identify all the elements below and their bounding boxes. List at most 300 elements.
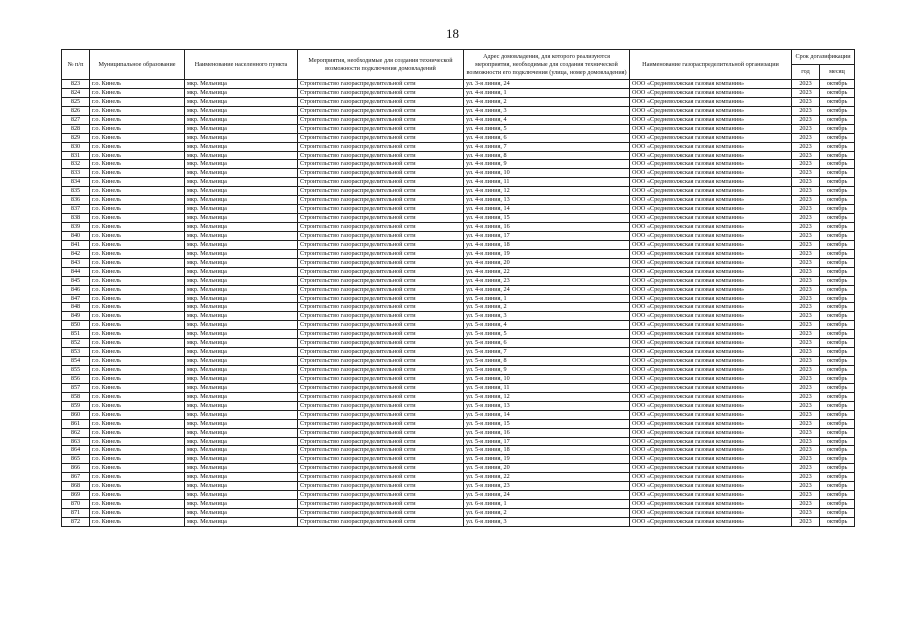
row-num: 862 (62, 428, 90, 437)
settlement-cell: мкр. Мельница (185, 509, 298, 518)
gas-org-cell: ООО «Средневолжская газовая компания» (630, 482, 792, 491)
month-cell: октябрь (820, 205, 855, 214)
municipality-cell: г.о. Кинель (90, 339, 185, 348)
table-row (62, 231, 855, 240)
row-num: 865 (62, 455, 90, 464)
header-municipality: Муниципальное образование (90, 50, 185, 80)
row-num: 863 (62, 437, 90, 446)
settlement-cell: мкр. Мельница (185, 455, 298, 464)
table-row (62, 115, 855, 124)
municipality-cell: г.о. Кинель (90, 428, 185, 437)
municipality-cell: г.о. Кинель (90, 178, 185, 187)
measure-cell: Строительство газораспределительной сети (298, 392, 464, 401)
year-cell: 2023 (792, 106, 820, 115)
gas-org-cell: ООО «Средневолжская газовая компания» (630, 473, 792, 482)
year-cell: 2023 (792, 196, 820, 205)
measure-cell: Строительство газораспределительной сети (298, 330, 464, 339)
year-cell: 2023 (792, 410, 820, 419)
address-cell: ул. 4-я линия, 8 (464, 151, 630, 160)
municipality-cell: г.о. Кинель (90, 249, 185, 258)
address-cell: ул. 5-я линия, 13 (464, 401, 630, 410)
table-row (62, 419, 855, 428)
gas-org-cell: ООО «Средневолжская газовая компания» (630, 348, 792, 357)
year-cell: 2023 (792, 231, 820, 240)
month-cell: октябрь (820, 178, 855, 187)
month-cell: октябрь (820, 142, 855, 151)
settlement-cell: мкр. Мельница (185, 88, 298, 97)
municipality-cell: г.о. Кинель (90, 419, 185, 428)
gasification-table (61, 49, 855, 527)
year-cell: 2023 (792, 88, 820, 97)
address-cell: ул. 5-я линия, 5 (464, 330, 630, 339)
municipality-cell: г.о. Кинель (90, 330, 185, 339)
address-cell: ул. 4-я линия, 9 (464, 160, 630, 169)
gas-org-cell: ООО «Средневолжская газовая компания» (630, 133, 792, 142)
gas-org-cell: ООО «Средневолжская газовая компания» (630, 339, 792, 348)
month-cell: октябрь (820, 383, 855, 392)
year-cell: 2023 (792, 169, 820, 178)
year-cell: 2023 (792, 214, 820, 223)
year-cell: 2023 (792, 133, 820, 142)
year-cell: 2023 (792, 383, 820, 392)
municipality-cell: г.о. Кинель (90, 231, 185, 240)
table-row (62, 348, 855, 357)
address-cell: ул. 4-я линия, 12 (464, 187, 630, 196)
address-cell: ул. 4-я линия, 13 (464, 196, 630, 205)
address-cell: ул. 5-я линия, 23 (464, 482, 630, 491)
address-cell: ул. 4-я линия, 4 (464, 115, 630, 124)
table-row (62, 294, 855, 303)
month-cell: октябрь (820, 80, 855, 89)
municipality-cell: г.о. Кинель (90, 357, 185, 366)
measure-cell: Строительство газораспределительной сети (298, 88, 464, 97)
table-row (62, 464, 855, 473)
settlement-cell: мкр. Мельница (185, 294, 298, 303)
year-cell: 2023 (792, 446, 820, 455)
settlement-cell: мкр. Мельница (185, 285, 298, 294)
settlement-cell: мкр. Мельница (185, 339, 298, 348)
row-num: 826 (62, 106, 90, 115)
table-row (62, 205, 855, 214)
measure-cell: Строительство газораспределительной сети (298, 383, 464, 392)
table-row (62, 339, 855, 348)
address-cell: ул. 5-я линия, 14 (464, 410, 630, 419)
month-cell: октябрь (820, 348, 855, 357)
measure-cell: Строительство газораспределительной сети (298, 249, 464, 258)
table-row (62, 160, 855, 169)
address-cell: ул. 4-я линия, 3 (464, 106, 630, 115)
municipality-cell: г.о. Кинель (90, 187, 185, 196)
gas-org-cell: ООО «Средневолжская газовая компания» (630, 437, 792, 446)
year-cell: 2023 (792, 392, 820, 401)
address-cell: ул. 5-я линия, 19 (464, 455, 630, 464)
settlement-cell: мкр. Мельница (185, 410, 298, 419)
measure-cell: Строительство газораспределительной сети (298, 473, 464, 482)
measure-cell: Строительство газораспределительной сети (298, 321, 464, 330)
gas-org-cell: ООО «Средневолжская газовая компания» (630, 374, 792, 383)
settlement-cell: мкр. Мельница (185, 401, 298, 410)
row-num: 835 (62, 187, 90, 196)
measure-cell: Строительство газораспределительной сети (298, 500, 464, 509)
row-num: 857 (62, 383, 90, 392)
month-cell: октябрь (820, 500, 855, 509)
table-row (62, 196, 855, 205)
address-cell: ул. 4-я линия, 6 (464, 133, 630, 142)
table-row (62, 97, 855, 106)
gas-org-cell: ООО «Средневолжская газовая компания» (630, 401, 792, 410)
table-row (62, 437, 855, 446)
year-cell: 2023 (792, 115, 820, 124)
row-num: 861 (62, 419, 90, 428)
gas-org-cell: ООО «Средневолжская газовая компания» (630, 97, 792, 106)
year-cell: 2023 (792, 339, 820, 348)
municipality-cell: г.о. Кинель (90, 321, 185, 330)
row-num: 837 (62, 205, 90, 214)
gas-org-cell: ООО «Средневолжская газовая компания» (630, 187, 792, 196)
row-num: 850 (62, 321, 90, 330)
measure-cell: Строительство газораспределительной сети (298, 214, 464, 223)
year-cell: 2023 (792, 312, 820, 321)
month-cell: октябрь (820, 133, 855, 142)
measure-cell: Строительство газораспределительной сети (298, 169, 464, 178)
municipality-cell: г.о. Кинель (90, 142, 185, 151)
month-cell: октябрь (820, 231, 855, 240)
year-cell: 2023 (792, 348, 820, 357)
table-row (62, 214, 855, 223)
month-cell: октябрь (820, 294, 855, 303)
municipality-cell: г.о. Кинель (90, 124, 185, 133)
table-row (62, 509, 855, 518)
address-cell: ул. 4-я линия, 14 (464, 205, 630, 214)
page-number: 18 (446, 26, 459, 41)
gas-org-cell: ООО «Средневолжская газовая компания» (630, 80, 792, 89)
measure-cell: Строительство газораспределительной сети (298, 223, 464, 232)
municipality-cell: г.о. Кинель (90, 258, 185, 267)
year-cell: 2023 (792, 258, 820, 267)
gas-org-cell: ООО «Средневолжская газовая компания» (630, 491, 792, 500)
month-cell: октябрь (820, 392, 855, 401)
month-cell: октябрь (820, 491, 855, 500)
table-body (62, 80, 855, 527)
address-cell: ул. 4-я линия, 2 (464, 97, 630, 106)
settlement-cell: мкр. Мельница (185, 500, 298, 509)
municipality-cell: г.о. Кинель (90, 276, 185, 285)
municipality-cell: г.о. Кинель (90, 482, 185, 491)
table-row (62, 240, 855, 249)
year-cell: 2023 (792, 374, 820, 383)
measure-cell: Строительство газораспределительной сети (298, 133, 464, 142)
row-num: 839 (62, 223, 90, 232)
address-cell: ул. 4-я линия, 23 (464, 276, 630, 285)
municipality-cell: г.о. Кинель (90, 151, 185, 160)
gas-org-cell: ООО «Средневолжская газовая компания» (630, 383, 792, 392)
year-cell: 2023 (792, 124, 820, 133)
year-cell: 2023 (792, 428, 820, 437)
table-row (62, 88, 855, 97)
municipality-cell: г.о. Кинель (90, 97, 185, 106)
settlement-cell: мкр. Мельница (185, 446, 298, 455)
gas-org-cell: ООО «Средневолжская газовая компания» (630, 312, 792, 321)
table-row (62, 178, 855, 187)
gas-org-cell: ООО «Средневолжская газовая компания» (630, 500, 792, 509)
gas-org-cell: ООО «Средневолжская газовая компания» (630, 303, 792, 312)
row-num: 871 (62, 509, 90, 518)
row-num: 840 (62, 231, 90, 240)
measure-cell: Строительство газораспределительной сети (298, 294, 464, 303)
month-cell: октябрь (820, 214, 855, 223)
measure-cell: Строительство газораспределительной сети (298, 187, 464, 196)
municipality-cell: г.о. Кинель (90, 88, 185, 97)
address-cell: ул. 4-я линия, 24 (464, 285, 630, 294)
address-cell: ул. 5-я линия, 18 (464, 446, 630, 455)
measure-cell: Строительство газораспределительной сети (298, 446, 464, 455)
settlement-cell: мкр. Мельница (185, 160, 298, 169)
measure-cell: Строительство газораспределительной сети (298, 178, 464, 187)
month-cell: октябрь (820, 339, 855, 348)
gas-org-cell: ООО «Средневолжская газовая компания» (630, 142, 792, 151)
measure-cell: Строительство газораспределительной сети (298, 517, 464, 526)
settlement-cell: мкр. Мельница (185, 383, 298, 392)
settlement-cell: мкр. Мельница (185, 151, 298, 160)
table-row (62, 473, 855, 482)
address-cell: ул. 4-я линия, 20 (464, 258, 630, 267)
gas-org-cell: ООО «Средневолжская газовая компания» (630, 517, 792, 526)
row-num: 866 (62, 464, 90, 473)
municipality-cell: г.о. Кинель (90, 374, 185, 383)
month-cell: октябрь (820, 169, 855, 178)
settlement-cell: мкр. Мельница (185, 214, 298, 223)
row-num: 870 (62, 500, 90, 509)
municipality-cell: г.о. Кинель (90, 223, 185, 232)
year-cell: 2023 (792, 142, 820, 151)
month-cell: октябрь (820, 401, 855, 410)
month-cell: октябрь (820, 258, 855, 267)
settlement-cell: мкр. Мельница (185, 267, 298, 276)
settlement-cell: мкр. Мельница (185, 249, 298, 258)
row-num: 849 (62, 312, 90, 321)
measure-cell: Строительство газораспределительной сети (298, 160, 464, 169)
settlement-cell: мкр. Мельница (185, 419, 298, 428)
year-cell: 2023 (792, 473, 820, 482)
municipality-cell: г.о. Кинель (90, 214, 185, 223)
row-num: 844 (62, 267, 90, 276)
settlement-cell: мкр. Мельница (185, 124, 298, 133)
month-cell: октябрь (820, 509, 855, 518)
table-row (62, 142, 855, 151)
month-cell: октябрь (820, 240, 855, 249)
month-cell: октябрь (820, 160, 855, 169)
table-row (62, 133, 855, 142)
gas-org-cell: ООО «Средневолжская газовая компания» (630, 240, 792, 249)
measure-cell: Строительство газораспределительной сети (298, 142, 464, 151)
municipality-cell: г.о. Кинель (90, 383, 185, 392)
row-num: 832 (62, 160, 90, 169)
address-cell: ул. 5-я линия, 8 (464, 357, 630, 366)
header-measures: Мероприятия, необходимые для создания технической возможности подключения домовладений (298, 50, 464, 80)
gas-org-cell: ООО «Средневолжская газовая компания» (630, 88, 792, 97)
table-row (62, 151, 855, 160)
gas-org-cell: ООО «Средневолжская газовая компания» (630, 410, 792, 419)
measure-cell: Строительство газораспределительной сети (298, 285, 464, 294)
settlement-cell: мкр. Мельница (185, 357, 298, 366)
table-row (62, 357, 855, 366)
table-row (62, 276, 855, 285)
header-num: № п/п (62, 50, 90, 80)
measure-cell: Строительство газораспределительной сети (298, 115, 464, 124)
month-cell: октябрь (820, 464, 855, 473)
table-row (62, 455, 855, 464)
table-row (62, 517, 855, 526)
row-num: 829 (62, 133, 90, 142)
table-row (62, 124, 855, 133)
municipality-cell: г.о. Кинель (90, 205, 185, 214)
month-cell: октябрь (820, 151, 855, 160)
address-cell: ул. 5-я линия, 22 (464, 473, 630, 482)
month-cell: октябрь (820, 196, 855, 205)
row-num: 824 (62, 88, 90, 97)
row-num: 846 (62, 285, 90, 294)
year-cell: 2023 (792, 401, 820, 410)
address-cell: ул. 6-я линия, 2 (464, 509, 630, 518)
settlement-cell: мкр. Мельница (185, 276, 298, 285)
address-cell: ул. 5-я линия, 1 (464, 294, 630, 303)
settlement-cell: мкр. Мельница (185, 178, 298, 187)
municipality-cell: г.о. Кинель (90, 366, 185, 375)
settlement-cell: мкр. Мельница (185, 97, 298, 106)
gas-org-cell: ООО «Средневолжская газовая компания» (630, 392, 792, 401)
address-cell: ул. 5-я линия, 16 (464, 428, 630, 437)
address-cell: ул. 4-я линия, 5 (464, 124, 630, 133)
address-cell: ул. 6-я линия, 1 (464, 500, 630, 509)
header-address: Адрес домовладения, для которого реализуются мероприятия, необходимые для создания технической возможности его подключения (улица, номер домовладения) (464, 50, 630, 80)
table-row (62, 500, 855, 509)
gas-org-cell: ООО «Средневолжская газовая компания» (630, 223, 792, 232)
measure-cell: Строительство газораспределительной сети (298, 106, 464, 115)
year-cell: 2023 (792, 97, 820, 106)
year-cell: 2023 (792, 357, 820, 366)
settlement-cell: мкр. Мельница (185, 106, 298, 115)
gas-org-cell: ООО «Средневолжская газовая компания» (630, 366, 792, 375)
measure-cell: Строительство газораспределительной сети (298, 240, 464, 249)
address-cell: ул. 5-я линия, 17 (464, 437, 630, 446)
row-num: 834 (62, 178, 90, 187)
measure-cell: Строительство газораспределительной сети (298, 80, 464, 89)
year-cell: 2023 (792, 285, 820, 294)
measure-cell: Строительство газораспределительной сети (298, 437, 464, 446)
year-cell: 2023 (792, 160, 820, 169)
month-cell: октябрь (820, 455, 855, 464)
address-cell: ул. 5-я линия, 15 (464, 419, 630, 428)
gas-org-cell: ООО «Средневолжская газовая компания» (630, 428, 792, 437)
measure-cell: Строительство газораспределительной сети (298, 482, 464, 491)
gas-org-cell: ООО «Средневолжская газовая компания» (630, 124, 792, 133)
table-row (62, 374, 855, 383)
gas-org-cell: ООО «Средневолжская газовая компания» (630, 455, 792, 464)
table-row (62, 321, 855, 330)
measure-cell: Строительство газораспределительной сети (298, 428, 464, 437)
year-cell: 2023 (792, 205, 820, 214)
measure-cell: Строительство газораспределительной сети (298, 410, 464, 419)
address-cell: ул. 5-я линия, 7 (464, 348, 630, 357)
settlement-cell: мкр. Мельница (185, 374, 298, 383)
municipality-cell: г.о. Кинель (90, 491, 185, 500)
table-row (62, 482, 855, 491)
gas-org-cell: ООО «Средневолжская газовая компания» (630, 294, 792, 303)
municipality-cell: г.о. Кинель (90, 401, 185, 410)
settlement-cell: мкр. Мельница (185, 428, 298, 437)
municipality-cell: г.о. Кинель (90, 80, 185, 89)
settlement-cell: мкр. Мельница (185, 205, 298, 214)
gas-org-cell: ООО «Средневолжская газовая компания» (630, 446, 792, 455)
month-cell: октябрь (820, 482, 855, 491)
gas-org-cell: ООО «Средневолжская газовая компания» (630, 509, 792, 518)
settlement-cell: мкр. Мельница (185, 196, 298, 205)
municipality-cell: г.о. Кинель (90, 500, 185, 509)
measure-cell: Строительство газораспределительной сети (298, 339, 464, 348)
table-row (62, 410, 855, 419)
municipality-cell: г.о. Кинель (90, 267, 185, 276)
settlement-cell: мкр. Мельница (185, 348, 298, 357)
table-row (62, 401, 855, 410)
row-num: 872 (62, 517, 90, 526)
address-cell: ул. 5-я линия, 9 (464, 366, 630, 375)
address-cell: ул. 5-я линия, 24 (464, 491, 630, 500)
address-cell: ул. 4-я линия, 18 (464, 240, 630, 249)
measure-cell: Строительство газораспределительной сети (298, 124, 464, 133)
municipality-cell: г.о. Кинель (90, 517, 185, 526)
municipality-cell: г.о. Кинель (90, 392, 185, 401)
header-gas-org: Наименование газораспределительной организации (630, 50, 792, 80)
settlement-cell: мкр. Мельница (185, 133, 298, 142)
table-row (62, 491, 855, 500)
year-cell: 2023 (792, 491, 820, 500)
measure-cell: Строительство газораспределительной сети (298, 267, 464, 276)
municipality-cell: г.о. Кинель (90, 312, 185, 321)
year-cell: 2023 (792, 303, 820, 312)
municipality-cell: г.о. Кинель (90, 240, 185, 249)
row-num: 869 (62, 491, 90, 500)
municipality-cell: г.о. Кинель (90, 446, 185, 455)
measure-cell: Строительство газораспределительной сети (298, 231, 464, 240)
table-row (62, 249, 855, 258)
municipality-cell: г.о. Кинель (90, 294, 185, 303)
row-num: 848 (62, 303, 90, 312)
row-num: 851 (62, 330, 90, 339)
gas-org-cell: ООО «Средневолжская газовая компания» (630, 330, 792, 339)
address-cell: ул. 5-я линия, 3 (464, 312, 630, 321)
header-term: Срок догазификации (792, 50, 855, 65)
measure-cell: Строительство газораспределительной сети (298, 509, 464, 518)
table-row (62, 428, 855, 437)
settlement-cell: мкр. Мельница (185, 321, 298, 330)
year-cell: 2023 (792, 178, 820, 187)
municipality-cell: г.о. Кинель (90, 455, 185, 464)
address-cell: ул. 4-я линия, 15 (464, 214, 630, 223)
settlement-cell: мкр. Мельница (185, 115, 298, 124)
row-num: 841 (62, 240, 90, 249)
gas-org-cell: ООО «Средневолжская газовая компания» (630, 205, 792, 214)
row-num: 831 (62, 151, 90, 160)
row-num: 828 (62, 124, 90, 133)
year-cell: 2023 (792, 267, 820, 276)
measure-cell: Строительство газораспределительной сети (298, 276, 464, 285)
month-cell: октябрь (820, 303, 855, 312)
month-cell: октябрь (820, 97, 855, 106)
table-row (62, 187, 855, 196)
measure-cell: Строительство газораспределительной сети (298, 312, 464, 321)
settlement-cell: мкр. Мельница (185, 303, 298, 312)
address-cell: ул. 4-я линия, 11 (464, 178, 630, 187)
